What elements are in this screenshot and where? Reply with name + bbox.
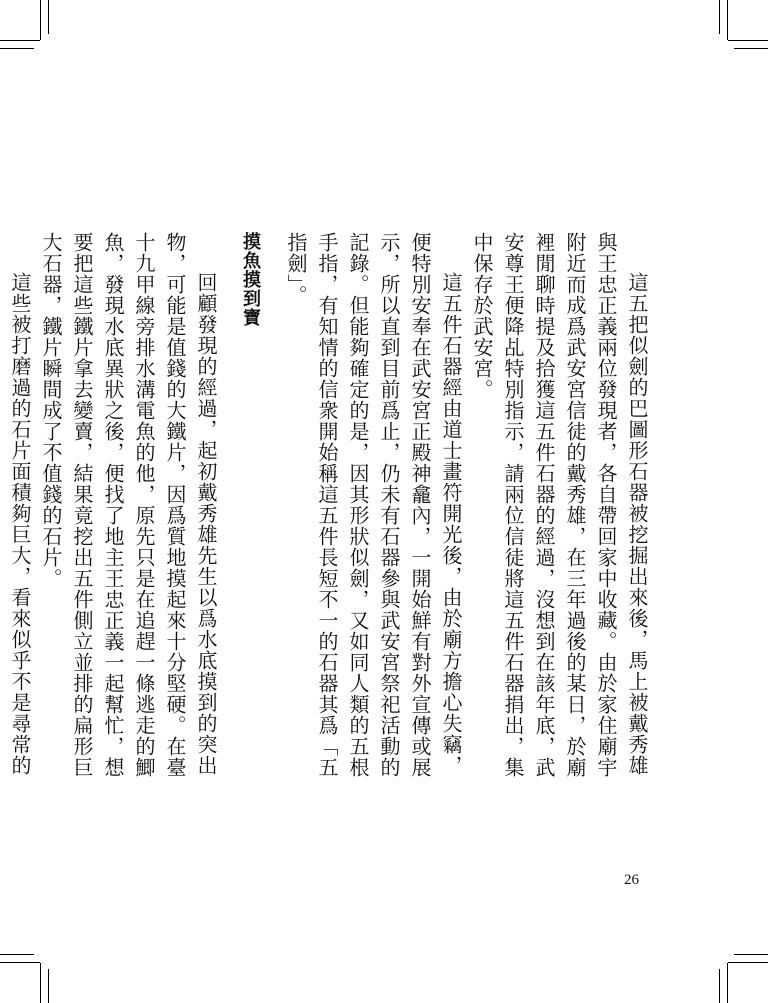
- crop-mark-top-right-h: [728, 40, 768, 41]
- crop-mark-bottom-right-v: [727, 963, 728, 1003]
- crop-mark-bottom-left-v-inner: [48, 969, 49, 1003]
- page-number: 26: [624, 872, 639, 888]
- crop-mark-top-right-h-inner: [734, 48, 768, 49]
- crop-mark-bottom-left-h: [0, 962, 40, 963]
- crop-mark-top-left-v-inner: [48, 0, 49, 34]
- crop-mark-bottom-right-h-inner: [734, 954, 768, 955]
- crop-mark-bottom-right-h: [728, 962, 768, 963]
- crop-mark-top-left-h: [0, 40, 40, 41]
- crop-mark-top-right-v: [727, 0, 728, 40]
- crop-mark-bottom-left-h-inner: [0, 954, 34, 955]
- crop-mark-top-left-v: [40, 0, 41, 40]
- body-text: [0, 232, 652, 792]
- crop-mark-bottom-left-v: [40, 963, 41, 1003]
- crop-mark-bottom-right-v-inner: [719, 969, 720, 1003]
- section-heading: 摸魚摸到寶: [240, 232, 261, 327]
- paragraph-1: 這五把似劍的巴圖形石器被挖掘出來後，馬上被戴秀雄與王忠正義兩位發現者，各自帶回家中收藏。由於家住廟宇附近而成爲武安宮信徒的戴秀雄，在三年過後的某日，於廟裡閒聊時提及拾獲這五件石器的經過，沒想到在該年底，武安尊王便降乩特別指示，請兩位信徒將這五件石器捐出，集中保存於武安宮。: [470, 232, 649, 778]
- crop-mark-top-left-h-inner: [0, 48, 34, 49]
- paragraph-2: 這五件石器經由道士畫符開光後，由於廟方擔心失竊，便特別安奉在武安宮正殿神龕內，一開始鮮有對外宣傳或展示，所以直到目前爲止，仍未有石器參與武安宮祭祀活動的記錄。但能夠確定的是，因其形狀似劍，又如同人類的五根手指，有知情的信衆開始稱這五件長短不一的石器其爲「五指劍」。: [284, 232, 463, 778]
- paragraph-4: 這些被打磨過的石片面積夠巨大，看來似乎不是尋常的: [8, 272, 32, 776]
- paragraph-3: 回顧發現的經過，起初戴秀雄先生以爲水底摸到的突出物，可能是值錢的大鐵片，因爲質地摸起來十分堅硬。在臺十九甲線旁排水溝電魚的他，原先只是在追趕一條逃走的鯽魚，發現水底異狀之後，便找了地主王忠正義一起幫忙，想要把這些鐵片拿去變賣，結果竟挖出五件側立並排的扁形巨大石器，鐵片瞬間成了不值錢的石片。: [39, 232, 218, 778]
- crop-mark-top-right-v-inner: [719, 0, 720, 34]
